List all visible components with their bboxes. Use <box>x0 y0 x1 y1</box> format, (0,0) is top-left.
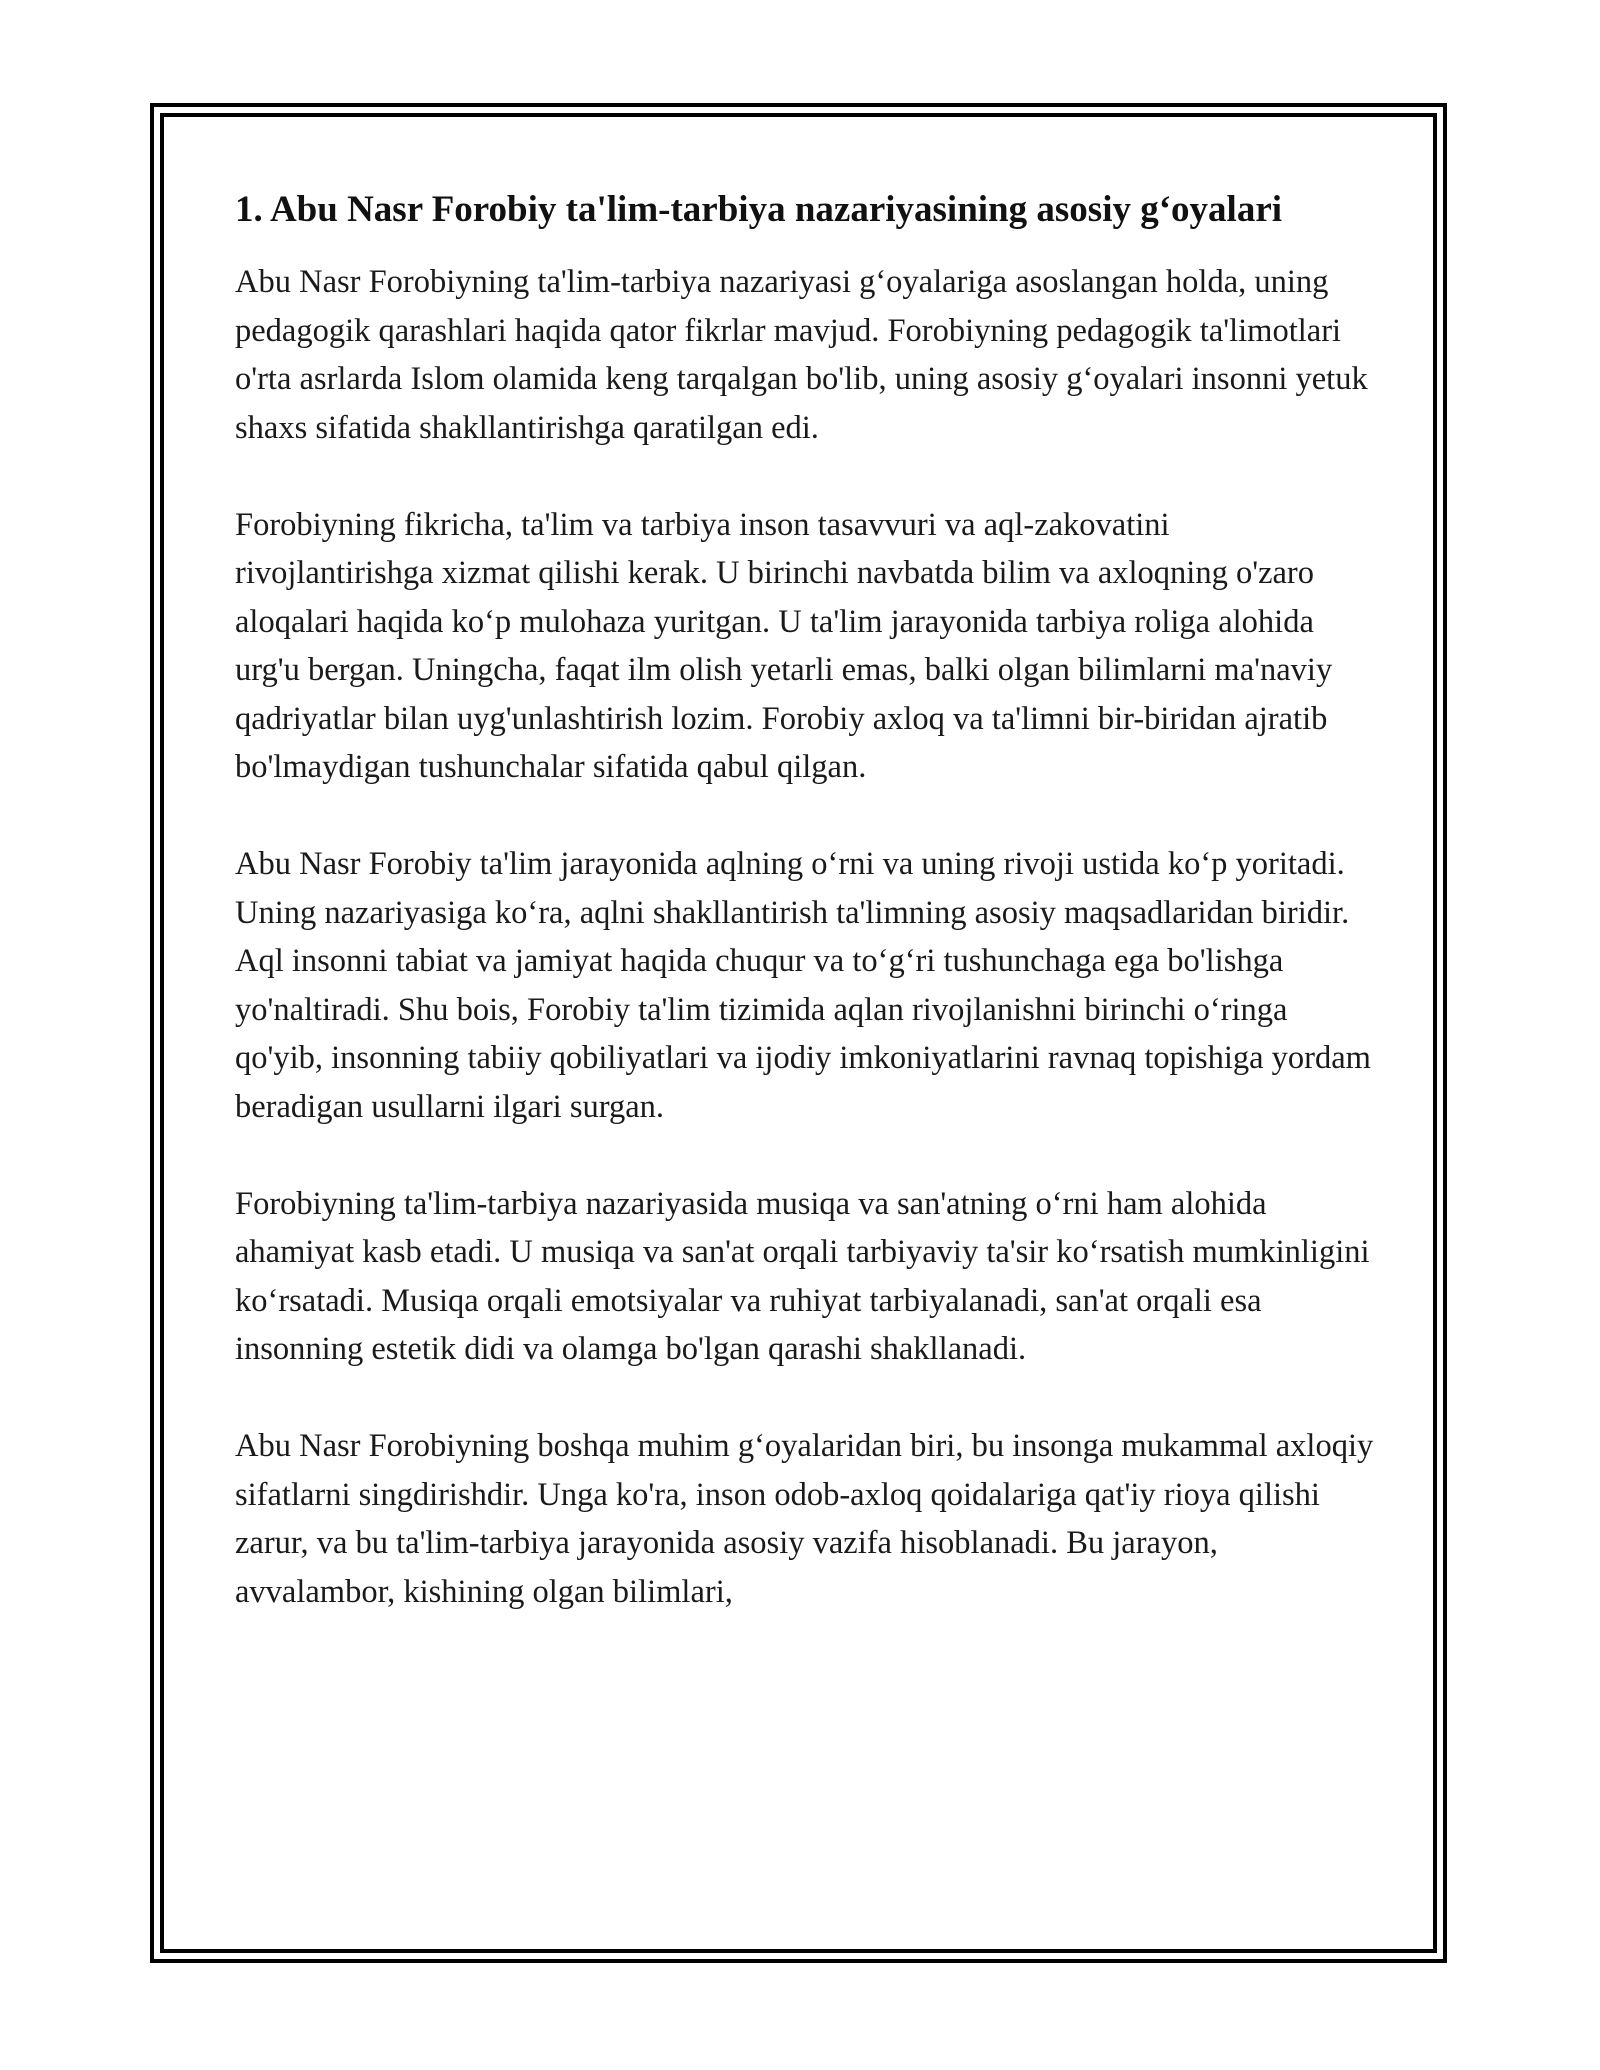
document-body <box>235 185 1375 1665</box>
paragraph-1: Abu Nasr Forobiyning ta'lim-tarbiya nazariyasi g‘oyalariga asoslangan holda, uning pedagogik qarashlari haqida qator fikrlar mavjud. Forobiyning pedagogik ta'limotlari o'rta asrlarda Islom olamida keng tarqalgan bo'lib, uning asosiy g‘oyalari insonni yetuk shaxs sifatida shakllantirishga qaratilgan edi. <box>235 264 1368 446</box>
paragraph-3: Abu Nasr Forobiy ta'lim jarayonida aqlning o‘rni va uning rivoji ustida ko‘p yoritadi. Uning nazariyasiga ko‘ra, aqlni shakllantirish ta'limning asosiy maqsadlaridan biridir. Aql insonni tabiat va jamiyat haqida chuqur va to‘g‘ri tushunchaga ega bo'lishga yo'naltiradi. Shu bois, Forobiy ta'lim tizimida aqlan rivojlanishni birinchi o‘ringa qo'yib, insonning tabiiy qobiliyatlari va ijodiy imkoniyatlarini ravnaq topishiga yordam beradigan usullarni ilgari surgan. <box>235 846 1371 1125</box>
paragraph-2: Forobiyning fikricha, ta'lim va tarbiya inson tasavvuri va aql-zakovatini rivojlantirishga xizmat qilishi kerak. U birinchi navbatda bilim va axloqning o'zaro aloqalari haqida ko‘p mulohaza yuritgan. U ta'lim jarayonida tarbiya roliga alohida urg'u bergan. Uningcha, faqat ilm olish yetarli emas, balki olgan bilimlarni ma'naviy qadriyatlar bilan uyg'unlashtirish lozim. Forobiy axloq va ta'limni bir-biridan ajratib bo'lmaydigan tushunchalar sifatida qabul qilgan. <box>235 506 1333 785</box>
section-heading: 1. Abu Nasr Forobiy ta'lim-tarbiya nazariyasining asosiy g‘oyalari <box>235 189 1283 230</box>
paragraph-4: Forobiyning ta'lim-tarbiya nazariyasida musiqa va san'atning o‘rni ham alohida ahamiyat kasb etadi. U musiqa va san'at orqali tarbiyaviy ta'sir ko‘rsatish mumkinligini ko‘rsatadi. Musiqa orqali emotsiyalar va ruhiyat tarbiyalanadi, san'at orqali esa insonning estetik didi va olamga bo'lgan qarashi shakllanadi. <box>235 1185 1370 1367</box>
paragraph-5: Abu Nasr Forobiyning boshqa muhim g‘oyalaridan biri, bu insonga mukammal axloqiy sifatlarni singdirishdir. Unga ko'ra, inson odob-axloq qoidalariga qat'iy rioya qilishi zarur, va bu ta'lim-tarbiya jarayonida asosiy vazifa hisoblanadi. Bu jarayon, avvalambor, kishining olgan bilimlari, <box>235 1428 1374 1610</box>
